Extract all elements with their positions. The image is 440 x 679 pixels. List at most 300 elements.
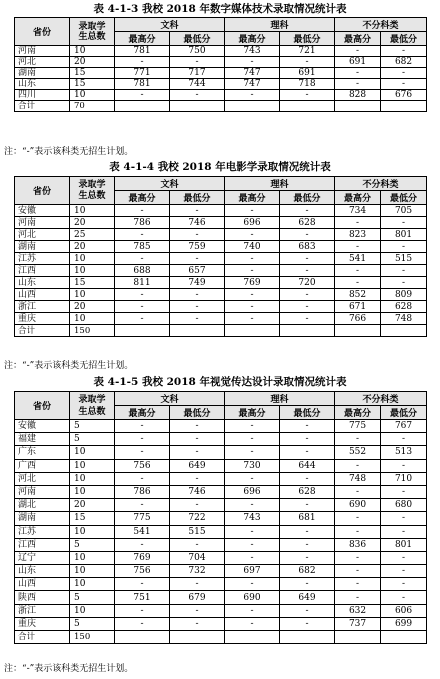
max-score-cell: - — [115, 289, 170, 301]
province-cell: 湖南 — [15, 512, 70, 525]
max-score-cell: 828 — [335, 90, 381, 101]
province-cell: 合计 — [15, 325, 70, 337]
header-min: 最低分 — [381, 32, 427, 46]
max-score-cell: 697 — [225, 565, 280, 578]
max-score-cell: 785 — [115, 241, 170, 253]
max-score-cell: - — [335, 433, 381, 446]
table-row — [15, 420, 427, 433]
max-score-cell: 688 — [115, 265, 170, 277]
min-score-cell: 699 — [381, 617, 427, 630]
max-score-cell: - — [225, 472, 280, 485]
min-score-cell: - — [170, 604, 225, 617]
min-score-cell: - — [280, 617, 335, 630]
quota-cell: 10 — [70, 472, 115, 485]
max-score-cell: 730 — [225, 459, 280, 472]
min-score-cell: 705 — [381, 205, 427, 217]
max-score-cell: - — [225, 313, 280, 325]
max-score-cell: - — [115, 538, 170, 551]
min-score-cell: - — [170, 90, 225, 101]
max-score-cell: 737 — [335, 617, 381, 630]
quota-cell: 10 — [70, 289, 115, 301]
quota-cell: 20 — [70, 301, 115, 313]
max-score-cell: 691 — [335, 57, 381, 68]
max-score-cell: 771 — [115, 68, 170, 79]
max-score-cell: - — [335, 459, 381, 472]
max-score-cell: 852 — [335, 289, 381, 301]
max-score-cell: - — [225, 289, 280, 301]
header-max: 最高分 — [225, 32, 280, 46]
max-score-cell: 632 — [335, 604, 381, 617]
quota-cell: 10 — [70, 459, 115, 472]
header-quota: 录取学 生总数 — [70, 177, 115, 205]
min-score-cell: - — [170, 289, 225, 301]
max-score-cell: - — [115, 205, 170, 217]
max-score-cell: - — [115, 578, 170, 591]
min-score-cell: 746 — [170, 217, 225, 229]
table-row — [15, 205, 427, 217]
max-score-cell: - — [115, 604, 170, 617]
province-cell: 陕西 — [15, 591, 70, 604]
max-score-cell: - — [225, 265, 280, 277]
min-score-cell: - — [280, 313, 335, 325]
max-score-cell: - — [335, 525, 381, 538]
table-note: 注：“-”表示该科类无招生计划。 — [4, 361, 134, 371]
max-score-cell: 836 — [335, 538, 381, 551]
min-score-cell: 649 — [170, 459, 225, 472]
max-score-cell: - — [115, 499, 170, 512]
max-score-cell: 696 — [225, 485, 280, 498]
min-score-cell — [381, 631, 427, 644]
min-score-cell — [170, 101, 225, 112]
province-cell: 辽宁 — [15, 551, 70, 564]
max-score-cell: 786 — [115, 217, 170, 229]
min-score-cell: - — [280, 446, 335, 459]
min-score-cell: - — [280, 499, 335, 512]
max-score-cell: 769 — [115, 551, 170, 564]
header-min: 最低分 — [381, 406, 427, 420]
min-score-cell: - — [381, 565, 427, 578]
quota-cell: 10 — [70, 604, 115, 617]
province-cell: 浙江 — [15, 301, 70, 313]
max-score-cell: - — [335, 591, 381, 604]
header-max: 最高分 — [335, 32, 381, 46]
min-score-cell: 720 — [280, 277, 335, 289]
province-cell: 山西 — [15, 578, 70, 591]
min-score-cell: 710 — [381, 472, 427, 485]
max-score-cell — [335, 101, 381, 112]
max-score-cell: - — [115, 313, 170, 325]
total-row — [15, 101, 427, 112]
header-like: 理科 — [225, 392, 335, 406]
admission-table — [14, 176, 427, 337]
province-cell: 山东 — [15, 277, 70, 289]
min-score-cell: - — [381, 79, 427, 90]
max-score-cell: - — [335, 217, 381, 229]
table-row — [15, 446, 427, 459]
header-bufen: 不分科类 — [335, 177, 427, 191]
header-wenke: 文科 — [115, 392, 225, 406]
min-score-cell: 676 — [381, 90, 427, 101]
quota-cell: 25 — [70, 229, 115, 241]
table-row — [15, 525, 427, 538]
min-score-cell: 704 — [170, 551, 225, 564]
min-score-cell: - — [280, 578, 335, 591]
province-cell: 河南 — [15, 217, 70, 229]
max-score-cell: - — [225, 525, 280, 538]
header-province: 省份 — [15, 177, 70, 205]
quota-cell: 20 — [70, 57, 115, 68]
max-score-cell: - — [225, 538, 280, 551]
min-score-cell: 649 — [280, 591, 335, 604]
max-score-cell: - — [115, 617, 170, 630]
province-cell: 广西 — [15, 459, 70, 472]
max-score-cell: - — [335, 512, 381, 525]
min-score-cell: 801 — [381, 229, 427, 241]
min-score-cell: 606 — [381, 604, 427, 617]
province-cell: 四川 — [15, 90, 70, 101]
min-score-cell: 750 — [170, 46, 225, 57]
min-score-cell: - — [280, 433, 335, 446]
min-score-cell — [170, 631, 225, 644]
min-score-cell: - — [280, 90, 335, 101]
min-score-cell: 680 — [381, 499, 427, 512]
min-score-cell: 767 — [381, 420, 427, 433]
max-score-cell: - — [115, 57, 170, 68]
table-row — [15, 617, 427, 630]
max-score-cell: 748 — [335, 472, 381, 485]
max-score-cell: 552 — [335, 446, 381, 459]
header-min: 最低分 — [170, 191, 225, 205]
table-row — [15, 578, 427, 591]
table-row — [15, 551, 427, 564]
min-score-cell: 744 — [170, 79, 225, 90]
min-score-cell: 721 — [280, 46, 335, 57]
quota-cell: 15 — [70, 79, 115, 90]
max-score-cell: 734 — [335, 205, 381, 217]
province-cell: 合计 — [15, 631, 70, 644]
min-score-cell: - — [170, 617, 225, 630]
min-score-cell: - — [381, 578, 427, 591]
max-score-cell: - — [115, 90, 170, 101]
table-row — [15, 46, 427, 57]
table-row — [15, 57, 427, 68]
min-score-cell: 628 — [381, 301, 427, 313]
province-cell: 广东 — [15, 446, 70, 459]
header-min: 最低分 — [381, 191, 427, 205]
min-score-cell: 809 — [381, 289, 427, 301]
table-row — [15, 538, 427, 551]
min-score-cell: 681 — [280, 512, 335, 525]
max-score-cell: - — [115, 253, 170, 265]
province-cell: 山东 — [15, 79, 70, 90]
quota-cell: 15 — [70, 512, 115, 525]
min-score-cell: 801 — [381, 538, 427, 551]
min-score-cell: 682 — [280, 565, 335, 578]
min-score-cell: 746 — [170, 485, 225, 498]
min-score-cell: - — [280, 265, 335, 277]
max-score-cell: 766 — [335, 313, 381, 325]
max-score-cell: - — [225, 205, 280, 217]
min-score-cell: 513 — [381, 446, 427, 459]
province-cell: 安徽 — [15, 420, 70, 433]
min-score-cell: - — [280, 538, 335, 551]
table-row — [15, 265, 427, 277]
max-score-cell: - — [225, 253, 280, 265]
min-score-cell — [280, 101, 335, 112]
quota-cell: 150 — [70, 631, 115, 644]
max-score-cell: - — [335, 277, 381, 289]
province-cell: 山西 — [15, 289, 70, 301]
min-score-cell: - — [170, 446, 225, 459]
max-score-cell — [335, 631, 381, 644]
province-cell: 浙江 — [15, 604, 70, 617]
max-score-cell: 751 — [115, 591, 170, 604]
header-bufen: 不分科类 — [335, 18, 427, 32]
max-score-cell: 811 — [115, 277, 170, 289]
max-score-cell: - — [225, 301, 280, 313]
max-score-cell: - — [225, 57, 280, 68]
min-score-cell — [280, 631, 335, 644]
max-score-cell: - — [335, 551, 381, 564]
quota-cell: 5 — [70, 617, 115, 630]
max-score-cell: - — [335, 265, 381, 277]
max-score-cell: 786 — [115, 485, 170, 498]
table-row — [15, 68, 427, 79]
table-row — [15, 565, 427, 578]
max-score-cell — [225, 631, 280, 644]
header-max: 最高分 — [225, 406, 280, 420]
province-cell: 江苏 — [15, 525, 70, 538]
min-score-cell: - — [170, 57, 225, 68]
min-score-cell: - — [381, 265, 427, 277]
table-row — [15, 229, 427, 241]
min-score-cell: - — [170, 301, 225, 313]
min-score-cell: - — [381, 525, 427, 538]
table-row — [15, 289, 427, 301]
max-score-cell — [115, 631, 170, 644]
min-score-cell: 679 — [170, 591, 225, 604]
min-score-cell: 717 — [170, 68, 225, 79]
header-max: 最高分 — [115, 191, 170, 205]
max-score-cell: - — [335, 68, 381, 79]
min-score-cell: - — [381, 485, 427, 498]
table-note: 注：“-”表示该科类无招生计划。 — [4, 664, 134, 674]
province-cell: 重庆 — [15, 617, 70, 630]
min-score-cell: 691 — [280, 68, 335, 79]
province-cell: 合计 — [15, 101, 70, 112]
table-row — [15, 313, 427, 325]
header-max: 最高分 — [225, 191, 280, 205]
quota-cell: 5 — [70, 591, 115, 604]
max-score-cell — [115, 101, 170, 112]
table-caption: 表 4-1-5 我校 2018 年视觉传达设计录取情况统计表 — [93, 376, 347, 388]
max-score-cell: - — [225, 420, 280, 433]
header-max: 最高分 — [335, 191, 381, 205]
province-cell: 湖北 — [15, 499, 70, 512]
total-row — [15, 631, 427, 644]
admission-table — [14, 17, 427, 112]
header-like: 理科 — [225, 18, 335, 32]
min-score-cell: - — [170, 499, 225, 512]
min-score-cell: 748 — [381, 313, 427, 325]
min-score-cell: - — [170, 313, 225, 325]
header-quota: 录取学 生总数 — [70, 18, 115, 46]
min-score-cell: - — [280, 289, 335, 301]
max-score-cell: - — [335, 46, 381, 57]
min-score-cell: - — [280, 229, 335, 241]
max-score-cell: - — [225, 446, 280, 459]
min-score-cell: 682 — [381, 57, 427, 68]
max-score-cell: 743 — [225, 512, 280, 525]
max-score-cell: 775 — [115, 512, 170, 525]
min-score-cell: 722 — [170, 512, 225, 525]
max-score-cell: - — [115, 433, 170, 446]
province-cell: 河南 — [15, 46, 70, 57]
min-score-cell: - — [381, 277, 427, 289]
min-score-cell: - — [280, 420, 335, 433]
quota-cell: 15 — [70, 68, 115, 79]
max-score-cell: - — [335, 485, 381, 498]
table-caption: 表 4-1-3 我校 2018 年数字媒体技术录取情况统计表 — [93, 3, 347, 15]
max-score-cell: 747 — [225, 79, 280, 90]
min-score-cell: - — [381, 551, 427, 564]
max-score-cell: - — [335, 565, 381, 578]
total-row — [15, 325, 427, 337]
min-score-cell: - — [381, 46, 427, 57]
min-score-cell: 644 — [280, 459, 335, 472]
max-score-cell: - — [115, 301, 170, 313]
table-row — [15, 241, 427, 253]
max-score-cell: 756 — [115, 565, 170, 578]
table-row — [15, 253, 427, 265]
table-row — [15, 485, 427, 498]
max-score-cell: - — [225, 499, 280, 512]
max-score-cell: - — [115, 420, 170, 433]
max-score-cell: 690 — [335, 499, 381, 512]
table-row — [15, 459, 427, 472]
quota-cell: 20 — [70, 499, 115, 512]
min-score-cell: 628 — [280, 217, 335, 229]
table-row — [15, 90, 427, 101]
min-score-cell — [381, 325, 427, 337]
quota-cell: 10 — [70, 485, 115, 498]
header-bufen: 不分科类 — [335, 392, 427, 406]
min-score-cell: - — [280, 57, 335, 68]
max-score-cell: - — [335, 578, 381, 591]
quota-cell: 15 — [70, 277, 115, 289]
max-score-cell: - — [225, 617, 280, 630]
min-score-cell: 759 — [170, 241, 225, 253]
province-cell: 山东 — [15, 565, 70, 578]
min-score-cell: - — [280, 604, 335, 617]
table-row — [15, 79, 427, 90]
quota-cell: 10 — [70, 551, 115, 564]
min-score-cell: - — [280, 525, 335, 538]
max-score-cell: 781 — [115, 46, 170, 57]
table-caption: 表 4-1-4 我校 2018 年电影学录取情况统计表 — [109, 161, 331, 173]
province-cell: 湖南 — [15, 241, 70, 253]
table-row — [15, 499, 427, 512]
min-score-cell: - — [280, 551, 335, 564]
quota-cell: 10 — [70, 253, 115, 265]
min-score-cell: - — [381, 512, 427, 525]
header-min: 最低分 — [280, 32, 335, 46]
max-score-cell: - — [225, 90, 280, 101]
header-wenke: 文科 — [115, 18, 225, 32]
header-max: 最高分 — [335, 406, 381, 420]
header-quota: 录取学 生总数 — [70, 392, 115, 420]
min-score-cell: - — [381, 241, 427, 253]
quota-cell: 10 — [70, 90, 115, 101]
min-score-cell: - — [170, 433, 225, 446]
quota-cell: 10 — [70, 265, 115, 277]
table-row — [15, 217, 427, 229]
quota-cell: 5 — [70, 433, 115, 446]
min-score-cell: 628 — [280, 485, 335, 498]
header-province: 省份 — [15, 18, 70, 46]
province-cell: 河北 — [15, 472, 70, 485]
table-row — [15, 277, 427, 289]
quota-cell: 10 — [70, 446, 115, 459]
max-score-cell: - — [225, 433, 280, 446]
max-score-cell: - — [225, 551, 280, 564]
max-score-cell: 775 — [335, 420, 381, 433]
max-score-cell — [225, 325, 280, 337]
min-score-cell: - — [170, 472, 225, 485]
header-min: 最低分 — [170, 406, 225, 420]
quota-cell: 10 — [70, 525, 115, 538]
min-score-cell: - — [280, 301, 335, 313]
header-min: 最低分 — [170, 32, 225, 46]
max-score-cell: 769 — [225, 277, 280, 289]
province-cell: 江西 — [15, 538, 70, 551]
max-score-cell: - — [335, 241, 381, 253]
max-score-cell: 740 — [225, 241, 280, 253]
max-score-cell: 781 — [115, 79, 170, 90]
quota-cell: 10 — [70, 313, 115, 325]
min-score-cell: 732 — [170, 565, 225, 578]
min-score-cell: - — [381, 68, 427, 79]
province-cell: 河北 — [15, 57, 70, 68]
min-score-cell: - — [170, 420, 225, 433]
province-cell: 安徽 — [15, 205, 70, 217]
max-score-cell — [115, 325, 170, 337]
header-min: 最低分 — [280, 406, 335, 420]
max-score-cell: - — [225, 229, 280, 241]
max-score-cell: 671 — [335, 301, 381, 313]
header-max: 最高分 — [115, 406, 170, 420]
max-score-cell: 743 — [225, 46, 280, 57]
quota-cell: 5 — [70, 420, 115, 433]
min-score-cell: - — [381, 459, 427, 472]
header-province: 省份 — [15, 392, 70, 420]
max-score-cell: 690 — [225, 591, 280, 604]
table-row — [15, 472, 427, 485]
min-score-cell: - — [170, 229, 225, 241]
min-score-cell: 515 — [170, 525, 225, 538]
quota-cell: 10 — [70, 565, 115, 578]
admission-table — [14, 391, 427, 644]
quota-cell: 10 — [70, 205, 115, 217]
quota-cell: 150 — [70, 325, 115, 337]
min-score-cell: - — [280, 205, 335, 217]
max-score-cell: 823 — [335, 229, 381, 241]
province-cell: 河南 — [15, 485, 70, 498]
table-note: 注：“-”表示该科类无招生计划。 — [4, 147, 134, 157]
province-cell: 福建 — [15, 433, 70, 446]
min-score-cell: 718 — [280, 79, 335, 90]
table-row — [15, 433, 427, 446]
